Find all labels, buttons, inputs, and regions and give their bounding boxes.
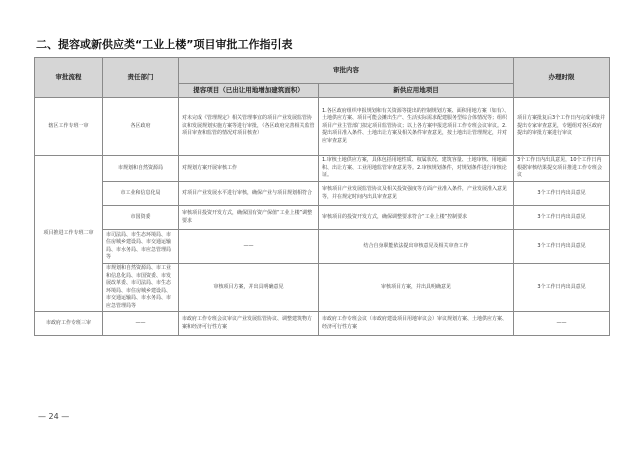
- dept-cell: 各区政府: [103, 98, 179, 156]
- page-title: 二、提容或新供应类“工业上楼”项目审批工作指引表: [36, 38, 293, 51]
- table-row: [35, 230, 610, 264]
- flow-cell: 市政府工作专班三审: [35, 312, 103, 336]
- flow-cell: 辖区工作专班一审: [35, 98, 103, 156]
- content-a-cell: ——: [179, 230, 319, 264]
- table-row: [35, 264, 610, 312]
- page-number: — 24 —: [38, 412, 70, 421]
- content-b-cell: 1.各区政府组织申报规划和有关资源等提出的控制规划方案、面积用地方案（如有）、土地供应方案、项目可能会摊出生产、生活实际需求配建服务型综合体情况等；组织项目产业主管部门拟定项目监管协议；以上各方案申报送项目工作专班会议审议。2.提出项目准入条件、土地出让方案及相关条件审查意见，按土地出让管理规定，并对应审查意见: [319, 98, 514, 156]
- table-row: [35, 312, 610, 336]
- header-sub-a: 提容项目（已出让用地增加建筑面积）: [179, 84, 319, 98]
- table-row: [35, 156, 610, 182]
- approval-guide-table: [34, 57, 610, 336]
- dept-cell: 市规划和自然资源局、市工业和信息化局、市国资委、市发展改革委、市司法局、市生态环境局、市住房城乡建设局、市交通运输局、市水务局、市应急管理局等: [103, 264, 179, 312]
- dept-cell: 市国资委: [103, 206, 179, 230]
- table-row: [35, 98, 610, 156]
- time-cell: ——: [514, 312, 610, 336]
- time-cell: 3个工作日内出具意见: [514, 206, 610, 230]
- dept-cell: 市司法局、市生态环境局、市住房城乡建设局、市交通运输局、市水务局、市应急管理局等: [103, 230, 179, 264]
- content-a-cell: 审核项目投资开发方式，确保国有资产保值“工业上楼”调整要求: [179, 206, 319, 230]
- content-b-cell: 1.审核土地供应方案，具体包括用地性质、权属状况、建筑容量、土地审核、用地面积、出让方案、工业用地监管审查意见等。2.审核规划条件，对规划条件进行审核论证。: [319, 156, 514, 182]
- content-a-cell: 对项目产业发展水平进行审核，确保产业与项目规划相符合: [179, 182, 319, 206]
- time-cell: 3个工作日内出具意见: [514, 182, 610, 206]
- dept-cell: 市规划和自然资源局: [103, 156, 179, 182]
- content-b-cell: 结合自身职能依法提出审核意见及相关审查工作: [319, 230, 514, 264]
- table-row: [35, 182, 610, 206]
- flow-cell: 项目推进工作专班二审: [35, 156, 103, 312]
- header-sub-b: 新供应用地项目: [319, 84, 514, 98]
- table-row: [35, 206, 610, 230]
- header-time: 办理时限: [514, 58, 610, 98]
- header-content: 审批内容: [179, 58, 514, 84]
- time-cell: 3个工作日内出具意见，10个工作日内根据审核结果提交项目推进工作专班会议: [514, 156, 610, 182]
- dept-cell: 市工业和信息化局: [103, 182, 179, 206]
- content-a-cell: 对规划方案开展审核工作: [179, 156, 319, 182]
- header-row: [35, 58, 610, 84]
- content-b-cell: 审核项目的投资开发方式，确保调整要求符合“工业上楼”控制要求: [319, 206, 514, 230]
- content-b-cell: 市政府工作专班会议（市政府建设项目用地审议会）审议规划方案、土地供应方案、经济可行性方案: [319, 312, 514, 336]
- content-a-cell: 审核项目方案，并出具明确意见: [179, 264, 319, 312]
- time-cell: 3个工作日内出具意见: [514, 230, 610, 264]
- dept-cell: ——: [103, 312, 179, 336]
- content-b-cell: 审核项目产业发展监管协议及相关投资强度等方面产业准入条件，产业发展准入意见等，并在规定时间内出具审查意见: [319, 182, 514, 206]
- header-dept: 责任部门: [103, 58, 179, 98]
- time-cell: 3个工作日内出具意见: [514, 264, 610, 312]
- content-a-cell: 市政府工作专班会议审议产业发展监管协议、调整建筑物方案和经济可行性方案: [179, 312, 319, 336]
- time-cell: 项目方案批复后3个工作日内完成审批并提出专家审查意见，专题组对各区政府提出的审批方案进行审议: [514, 98, 610, 156]
- content-b-cell: 审核项目方案，并出具明确意见: [319, 264, 514, 312]
- header-flow: 审批流程: [35, 58, 103, 98]
- content-a-cell: 对未完成《管理规定》相关管理事宜的项目产业发展监管协议和发展规划实施方案等进行审批，（各区政府完善相关监管项目审查和监管的情况对项目核查）: [179, 98, 319, 156]
